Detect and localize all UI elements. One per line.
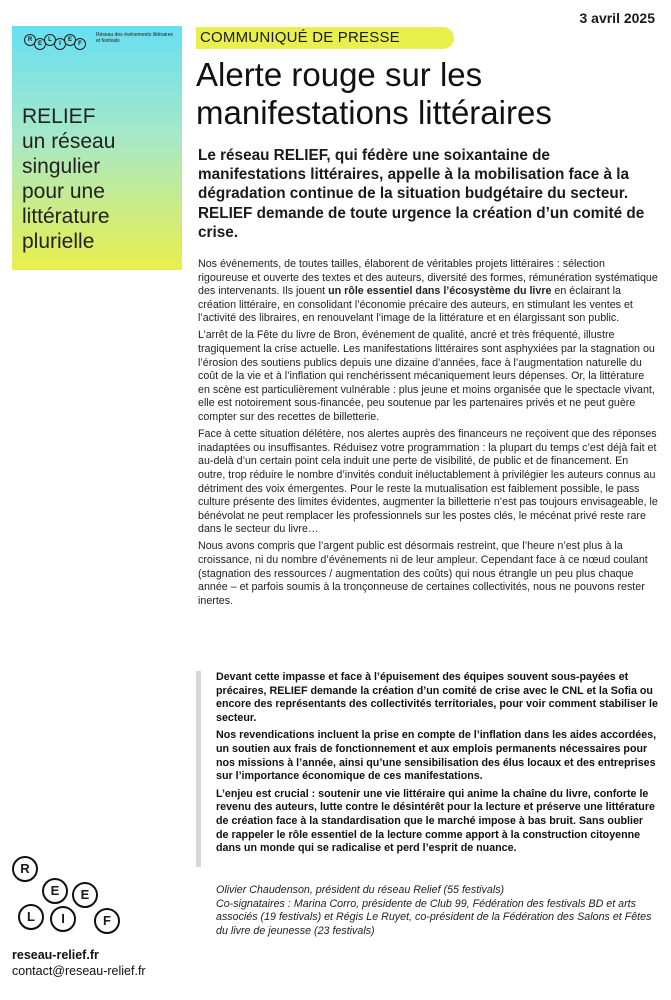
cosignatories: Co-signataires : Marina Corro, présidente de Club 99, Fédération des festivals BD et arts associés (19 festivals) et Régis Le Ruyet, co-président de la Fédération des Salons et Fêtes du livre de jeunesse (23 festivals) [216,897,652,937]
body-paragraph: Face à cette situation délétère, nos alertes auprès des financeurs ne reçoivent que des réponses inadaptées ou insuffisantes. Réduisez votre programmation : la plupart du temps c’est déjà fait et au-delà d’un certain point cela induit une perte de visibilité, de public et de financement. En outre, trop réduire le nombre d’invités conduit inéluctablement à privilégier les auteurs connus au détriment des voix émergentes. Pour le reste la mutualisation est faiblement possible, le pass culture présente des limites évidentes, augmenter la billetterie n’est pas toujours envisageable, le bénévolat ne peut remplacer les professionnels sur les postes clés, le mécénat privé reste rare dans le secteur du livre… [198,428,658,536]
text-run: en éclairant la création littéraire, en consolidant l’économie précaire des auteurs, en stimulant les ventes et l’activité des libraires, en renouvelant l’image de la littérature et en élargissant son public. [198,285,633,325]
title-line: manifestations littéraires [196,94,552,131]
website-link[interactable]: reseau-relief.fr [12,948,99,962]
logo-letter: I [50,906,76,932]
logo-letter: E [64,34,76,46]
title-line: Alerte rouge sur les [196,56,483,93]
email-link[interactable]: contact@reseau-relief.fr [12,964,146,978]
logo-letter: E [34,38,46,50]
relief-logo-small [24,34,84,48]
press-release-label: COMMUNIQUÉ DE PRESSE [196,27,454,49]
logo-letter: L [44,34,56,46]
press-date: 3 avril 2025 [579,10,655,26]
signature-block [216,884,656,938]
emphasis-text: un rôle essentiel dans l’écosystème du livre [328,285,552,298]
body-paragraph [198,258,658,326]
text-run: Nos événements, de toutes tailles, élaborent de véritables projets littéraires : sélection rigoureuse et ouverte des textes et des auteurs, diversité des formes, rémunération systématique des intervenants. Ils jouent [198,258,658,298]
logo-letter: F [94,908,120,934]
lead-paragraph: Le réseau RELIEF, qui fédère une soixantaine de manifestations littéraires, appelle à la mobilisation face à la dégradation continue de la situation budgétaire du secteur. RELIEF demande de toute urgence la création d’un comité de crise. [198,147,645,241]
brand-panel [12,26,182,270]
slogan-line: singulier [22,155,101,178]
logo-letter: F [74,38,86,50]
callout-paragraph: L’enjeu est crucial : soutenir une vie littéraire qui anime la chaîne du livre, conforte le revenu des auteurs, lutte contre le désintérêt pour la lecture et préserve une littérature de création face à la standardisation que le marché impose à bas bruit. Sans oublier de rappeler le rôle essentiel de la lecture comme apport à la construction citoyenne dans un monde qui se radicalise et perd l’esprit de nuance. [216,787,655,855]
body-paragraph: Nous avons compris que l’argent public est désormais restreint, que l’heure n’est plus à la croissance, ni du nombre d’événements ni de leur ampleur. Cependant face à ce nœud coulant (stagnation des ressources / augmentation des coûts) qui nous étrangle un peu plus chaque année – et parfois soumis à la tronçonneuse de certaines collectivités, nous ne pouvons rester inertes. [198,540,648,607]
article-body [198,258,658,612]
slogan-line: pour une [22,180,105,203]
page-title [196,56,656,132]
demands-callout [196,671,658,867]
logo-letter: I [54,38,66,50]
body-paragraph: L’arrêt de la Fête du livre de Bron, événement de qualité, ancré et très fréquenté, illustre tragiquement la crise actuelle. Les manifestations littéraires sont asphyxiées par la stagnation ou l’érosion des soutiens publics depuis une dizaine d’années, face à l’augmentation naturelle du coût de la vie et à l’inflation qui renchérissent mécaniquement leurs dépenses. Or, la littérature en scène est particulièrement vulnérable : plus jeune et moins organisée que le spectacle vivant, elle est notoirement sous-financée, peu soutenue par les partenaires privés et ne peut guère compter sur des recettes de billetterie. [198,329,655,424]
logo-letter: R [12,856,38,882]
logo-letter: E [42,878,68,904]
callout-paragraph: Nos revendications incluent la prise en compte de l’inflation dans les aides accordées, un soutien aux frais de fonctionnement et aux emplois permanents nécessaires pour nos missions à l’année, ainsi qu’une sensibilisation des élus locaux et des entreprises sur l’importance économique de ces manifestations. [216,729,657,783]
slogan-line: un réseau [22,130,116,153]
slogan-line: RELIEF [22,105,96,128]
brand-slogan [22,104,180,254]
logo-letter: E [72,882,98,908]
callout-paragraph: Devant cette impasse et face à l’épuisement des équipes souvent sous-payées et précaires, RELIEF demande la création d’un comité de crise avec le CNL et la Sofia ou encore des représentants des collectivités territoriales, pour voir comment stabiliser le secteur. [216,671,658,724]
slogan-line: littérature [22,205,110,228]
logo-letter: L [18,904,44,930]
relief-logo-large [12,856,122,936]
slogan-line: plurielle [22,230,95,253]
logo-letter: R [24,34,36,46]
brand-tagline: Réseau des événements littéraires et festivals [96,32,173,44]
signatory-main: Olivier Chaudenson, président du réseau Relief (55 festivals) [216,884,505,896]
